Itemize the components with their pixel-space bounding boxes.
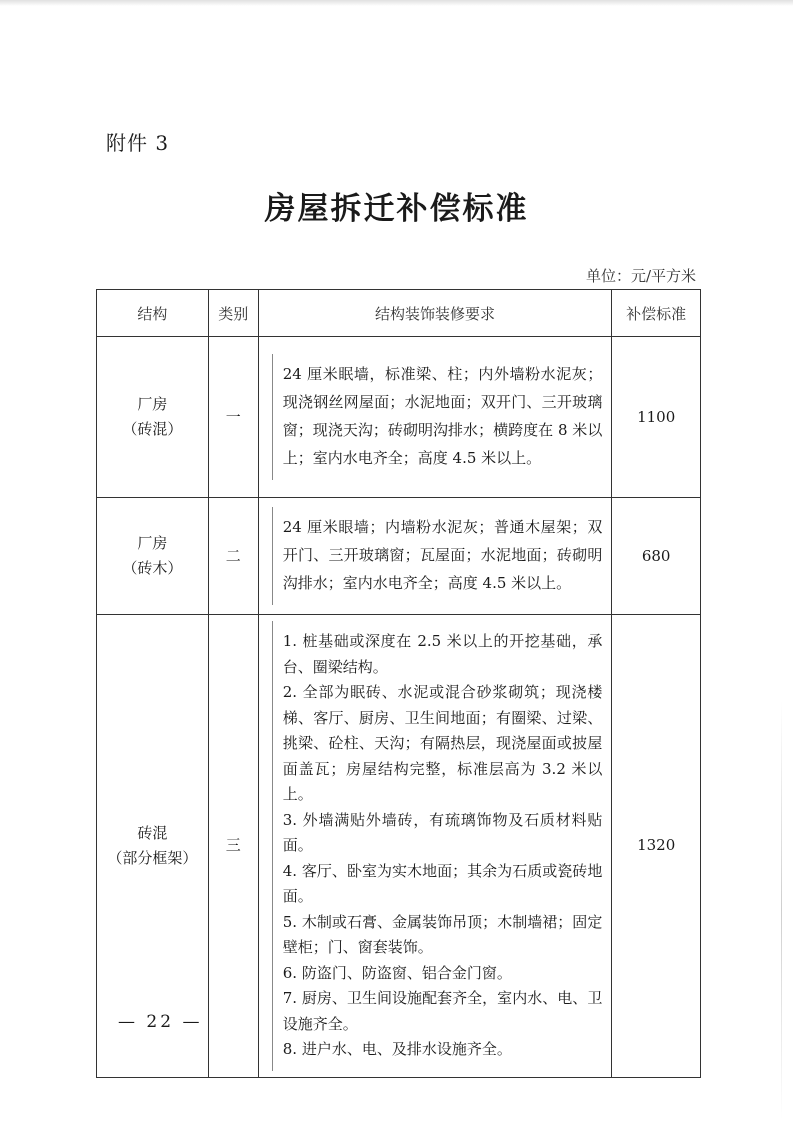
scan-mark bbox=[781, 700, 782, 1120]
cell-requirements bbox=[258, 337, 612, 498]
structure-name: 厂房 bbox=[137, 395, 168, 413]
compensation-table bbox=[96, 289, 701, 1078]
structure-name: 砖混 bbox=[137, 823, 168, 842]
scan-edge bbox=[0, 0, 793, 6]
requirement-text: 24 厘米眠墙，标准梁、柱；内外墙粉水泥灰；现浇钢丝网屋面；水泥地面；双开门、三开玻璃窗；现浇天沟；砖砌明沟排水；横跨度在 8 米以上；室内水电齐全；高度 4.5 米以上。 bbox=[282, 365, 603, 467]
requirement-item: 1. 桩基础或深度在 2.5 米以上的开挖基础，承台、圈梁结构。 bbox=[282, 632, 603, 676]
requirement-text: 24 厘米眼墙；内墙粉水泥灰；普通木屋架；双开门、三开玻璃窗；瓦屋面；水泥地面；砖砌明沟排水；室内水电齐全；高度 4.5 米以上。 bbox=[282, 518, 603, 592]
cell-structure bbox=[97, 337, 209, 498]
requirement-item: 3. 外墙满贴外墙砖，有琉璃饰物及石质材料贴面。 bbox=[282, 810, 603, 854]
cell-requirements bbox=[258, 498, 612, 615]
header-requirements: 结构装饰装修要求 bbox=[258, 290, 612, 337]
attachment-label: 附件 3 bbox=[106, 131, 170, 155]
structure-type: （部分框架） bbox=[107, 848, 198, 867]
page-number: — 22 — bbox=[118, 1012, 203, 1032]
cell-structure bbox=[97, 615, 209, 1078]
structure-type: （砖混） bbox=[122, 420, 183, 438]
header-structure: 结构 bbox=[97, 290, 209, 337]
requirement-item: 6. 防盗门、防盗窗、铝合金门窗。 bbox=[282, 963, 512, 982]
requirement-item: 8. 进户水、电、及排水设施齐全。 bbox=[282, 1040, 512, 1058]
structure-type: （砖木） bbox=[122, 559, 183, 577]
cell-compensation: 1320 bbox=[612, 615, 701, 1078]
header-compensation: 补偿标准 bbox=[612, 290, 701, 337]
cell-compensation: 1100 bbox=[612, 337, 701, 498]
requirement-item: 4. 客厅、卧室为实木地面；其余为石质或瓷砖地面。 bbox=[282, 861, 603, 905]
cell-compensation: 680 bbox=[612, 498, 701, 615]
cell-category: 二 bbox=[208, 498, 258, 615]
table-row bbox=[97, 498, 701, 615]
unit-label: 单位：元/平方米 bbox=[585, 267, 696, 285]
table-header-row bbox=[97, 290, 701, 337]
cell-category: 一 bbox=[208, 337, 258, 498]
requirement-item: 2. 全部为眠砖、水泥或混合砂浆砌筑；现浇楼梯、客厅、厨房、卫生间地面；有圈梁、过梁、挑梁、砼柱、天沟；有隔热层，现浇屋面或披屋面盖瓦；房屋结构完整，标准层高为 3.2 米以上。 bbox=[282, 683, 603, 803]
cell-category: 三 bbox=[208, 615, 258, 1078]
requirement-item: 5. 木制或石膏、金属装饰吊顶；木制墙裙；固定壁柜；门、窗套装饰。 bbox=[282, 912, 603, 956]
header-category: 类别 bbox=[208, 290, 258, 337]
structure-name: 厂房 bbox=[137, 534, 168, 552]
cell-structure bbox=[97, 498, 209, 615]
page-title: 房屋拆迁补偿标准 bbox=[264, 191, 529, 227]
table-row bbox=[97, 615, 701, 1078]
requirement-item: 7. 厨房、卫生间设施配套齐全，室内水、电、卫设施齐全。 bbox=[282, 989, 603, 1033]
cell-requirements bbox=[258, 615, 612, 1078]
table-row bbox=[97, 337, 701, 498]
